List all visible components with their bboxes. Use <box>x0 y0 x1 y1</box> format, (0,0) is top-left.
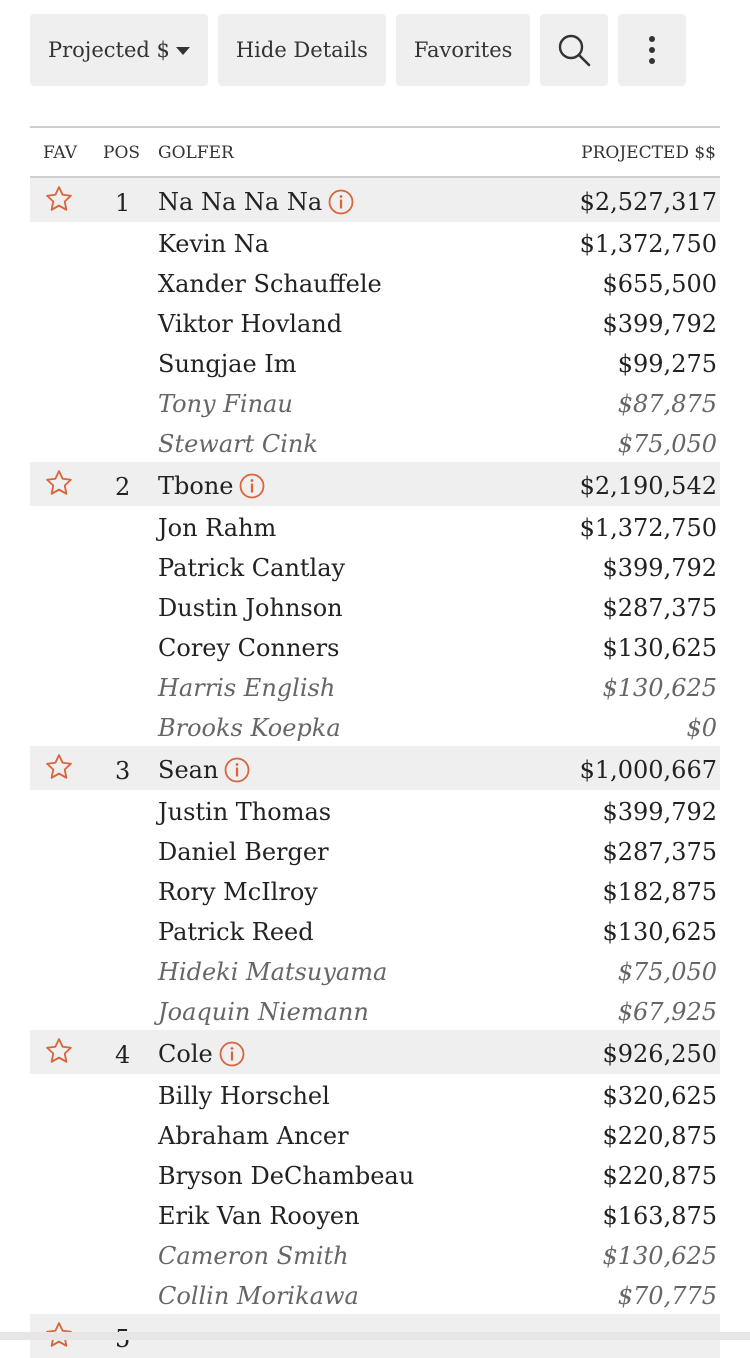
header-golfer[interactable]: GOLFER <box>158 143 234 163</box>
golfer-name: Cameron Smith <box>158 1242 349 1270</box>
golfer-row <box>30 626 720 666</box>
golfer-row <box>30 790 720 830</box>
table-header <box>30 128 720 178</box>
team-name-cell <box>158 188 354 216</box>
golfer-amount: $182,875 <box>602 878 717 906</box>
golfer-amount: $0 <box>686 714 717 742</box>
golfer-name: Rory McIlroy <box>158 878 318 906</box>
favorites-label: Favorites <box>413 38 513 62</box>
golfer-amount: $130,625 <box>602 1242 717 1270</box>
golfer-row <box>30 830 720 870</box>
golfer-row <box>30 342 720 382</box>
favorites-button[interactable] <box>396 14 531 86</box>
golfer-amount: $75,050 <box>617 958 717 986</box>
team-total: $1,000,667 <box>579 756 717 784</box>
golfer-name: Patrick Reed <box>158 918 314 946</box>
golfer-row-cut <box>30 990 720 1030</box>
team-row[interactable] <box>30 178 720 222</box>
golfer-amount: $130,625 <box>602 634 717 662</box>
golfer-row <box>30 546 720 586</box>
golfer-amount: $67,925 <box>617 998 717 1026</box>
golfer-amount: $287,375 <box>602 838 717 866</box>
golfer-row <box>30 1194 720 1234</box>
toolbar <box>30 14 686 86</box>
golfer-amount: $87,875 <box>617 390 717 418</box>
golfer-amount: $399,792 <box>602 310 717 338</box>
star-outline-icon <box>44 752 74 782</box>
info-icon[interactable] <box>219 1041 245 1067</box>
star-outline-icon <box>44 468 74 498</box>
golfer-name: Erik Van Rooyen <box>158 1202 360 1230</box>
team-total: $926,250 <box>602 1040 717 1068</box>
golfer-name: Hideki Matsuyama <box>158 958 388 986</box>
golfer-name: Xander Schauffele <box>158 270 382 298</box>
favorite-star[interactable] <box>44 184 74 220</box>
hide-details-button[interactable] <box>218 14 386 86</box>
golfer-name: Collin Morikawa <box>158 1282 359 1310</box>
team-row[interactable] <box>30 1030 720 1074</box>
golfer-name: Abraham Ancer <box>158 1122 349 1150</box>
team-name-cell <box>158 756 250 784</box>
team-name-cell <box>158 1040 245 1068</box>
golfer-name: Corey Conners <box>158 634 340 662</box>
header-projected[interactable]: PROJECTED $$ <box>581 143 716 163</box>
kebab-menu-icon <box>647 35 657 65</box>
search-icon <box>557 33 591 67</box>
golfer-amount: $70,775 <box>617 1282 717 1310</box>
golfer-amount: $399,792 <box>602 554 717 582</box>
team-total: $2,527,317 <box>579 188 717 216</box>
hide-details-label: Hide Details <box>235 38 368 62</box>
golfer-row-cut <box>30 950 720 990</box>
golfer-amount: $99,275 <box>617 350 717 378</box>
star-outline-icon <box>44 1036 74 1066</box>
golfer-name: Brooks Koepka <box>158 714 341 742</box>
leaderboard-table <box>30 126 720 1358</box>
golfer-row-cut <box>30 382 720 422</box>
golfer-name: Joaquin Niemann <box>158 998 369 1026</box>
team-position: 2 <box>115 473 131 501</box>
golfer-row-cut <box>30 666 720 706</box>
golfer-row <box>30 1074 720 1114</box>
golfer-row <box>30 506 720 546</box>
golfer-row-cut <box>30 706 720 746</box>
golfer-name: Daniel Berger <box>158 838 329 866</box>
golfer-name: Justin Thomas <box>158 798 332 826</box>
golfer-name: Sungjae Im <box>158 350 297 378</box>
golfer-amount: $1,372,750 <box>579 230 717 258</box>
golfer-amount: $220,875 <box>602 1162 717 1190</box>
golfer-row <box>30 586 720 626</box>
team-name: Sean <box>158 756 219 784</box>
caret-down-icon <box>176 47 190 55</box>
golfer-row <box>30 1154 720 1194</box>
golfer-name: Dustin Johnson <box>158 594 343 622</box>
star-outline-icon <box>44 184 74 214</box>
golfer-name: Viktor Hovland <box>158 310 343 338</box>
golfer-amount: $655,500 <box>602 270 717 298</box>
golfer-amount: $220,875 <box>602 1122 717 1150</box>
golfer-amount: $399,792 <box>602 798 717 826</box>
more-options-button[interactable] <box>618 14 686 86</box>
team-total: $2,190,542 <box>579 472 717 500</box>
golfer-row-cut <box>30 1234 720 1274</box>
team-position: 1 <box>115 189 131 217</box>
team-row[interactable] <box>30 462 720 506</box>
golfer-row <box>30 302 720 342</box>
golfer-row <box>30 1114 720 1154</box>
golfer-row-cut <box>30 1274 720 1314</box>
golfer-amount: $75,050 <box>617 430 717 458</box>
golfer-amount: $287,375 <box>602 594 717 622</box>
golfer-name: Bryson DeChambeau <box>158 1162 415 1190</box>
golfer-amount: $320,625 <box>602 1082 717 1110</box>
golfer-name: Harris English <box>158 674 336 702</box>
team-name: Na Na Na Na <box>158 188 323 216</box>
favorite-star[interactable] <box>44 468 74 504</box>
golfer-amount: $130,625 <box>602 674 717 702</box>
team-position: 4 <box>115 1041 131 1069</box>
golfer-name: Stewart Cink <box>158 430 318 458</box>
header-pos[interactable]: POS <box>103 143 141 163</box>
golfer-name: Billy Horschel <box>158 1082 330 1110</box>
info-icon[interactable] <box>328 189 354 215</box>
golfer-name: Kevin Na <box>158 230 270 258</box>
team-name-cell <box>158 472 265 500</box>
team-position: 3 <box>115 757 131 785</box>
projected-dropdown[interactable] <box>30 14 208 86</box>
teams-list <box>30 178 720 1358</box>
golfer-name: Tony Finau <box>158 390 293 418</box>
projected-dropdown-label: Projected $ <box>48 38 170 62</box>
golfer-name: Patrick Cantlay <box>158 554 346 582</box>
golfer-row <box>30 222 720 262</box>
golfer-amount: $1,372,750 <box>579 514 717 542</box>
golfer-row <box>30 910 720 950</box>
favorite-star[interactable] <box>44 1036 74 1072</box>
golfer-name: Jon Rahm <box>158 514 277 542</box>
info-icon[interactable] <box>239 473 265 499</box>
golfer-amount: $130,625 <box>602 918 717 946</box>
favorite-star[interactable] <box>44 752 74 788</box>
golfer-row-cut <box>30 422 720 462</box>
golfer-amount: $163,875 <box>602 1202 717 1230</box>
team-name: Tbone <box>158 472 234 500</box>
team-row[interactable] <box>30 746 720 790</box>
team-name: Cole <box>158 1040 213 1068</box>
header-fav[interactable]: FAV <box>43 143 78 163</box>
golfer-row <box>30 262 720 302</box>
scroll-edge <box>0 1332 750 1340</box>
golfer-row <box>30 870 720 910</box>
info-icon[interactable] <box>224 757 250 783</box>
search-button[interactable] <box>540 14 608 86</box>
